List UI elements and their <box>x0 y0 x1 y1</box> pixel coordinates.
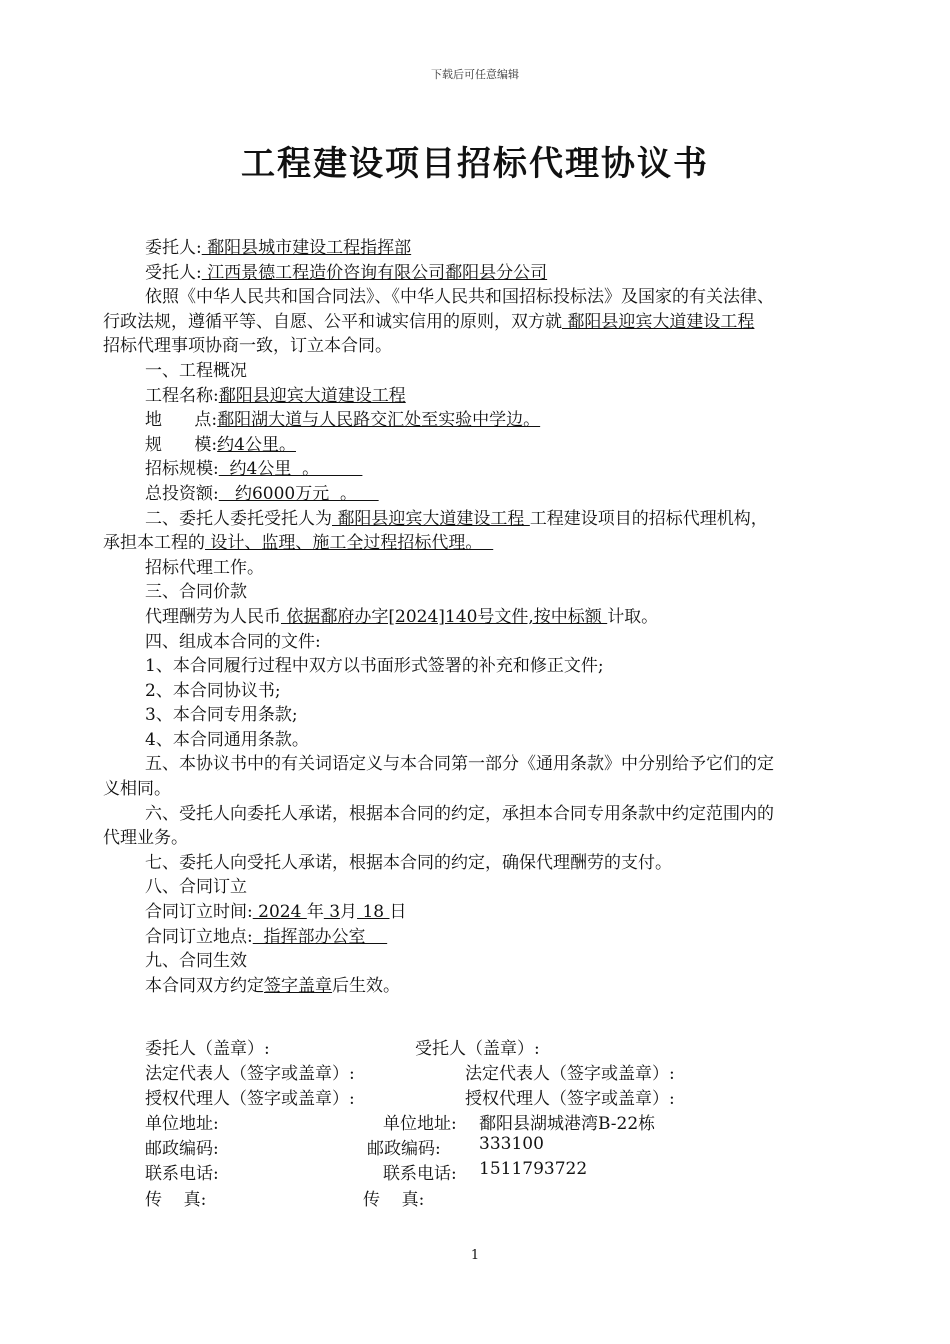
auth-agent-left: 授权代理人（签字或盖章）: <box>145 1089 355 1109</box>
section-2-tail: 工程建设项目的招标代理机构， <box>529 508 768 529</box>
date-day: 18 <box>357 902 390 923</box>
section-6-line-1: 六、受托人向委托人承诺，根据本合同的约定，承担本合同专用条款中约定范围内的 <box>145 803 774 824</box>
section-7: 七、委托人向受托人承诺，根据本合同的约定，确保代理酬劳的支付。 <box>145 852 672 873</box>
section-3-heading: 三、合同价款 <box>145 582 247 603</box>
invest-value: 约6000万元 。 <box>218 483 379 504</box>
bid-scale-label: 招标规模: <box>145 459 219 480</box>
doc-item-1: 1、本合同履行过程中双方以书面形式签署的补充和修正文件; <box>145 656 604 677</box>
section-2-text: 二、委托人委托受托人为 <box>145 508 332 529</box>
agent-line <box>103 261 873 286</box>
place-line <box>103 925 873 950</box>
client-line <box>103 236 873 261</box>
section-8-heading: 八、合同订立 <box>145 877 247 898</box>
section-2-scope-label: 承担本工程的 <box>103 533 205 554</box>
place-value: 指挥部办公室 <box>252 926 388 947</box>
section-4-heading: 四、组成本合同的文件: <box>145 631 321 652</box>
intro-project: 鄱阳县迎宾大道建设工程 <box>562 311 755 332</box>
section-2-line-1 <box>103 507 873 532</box>
section-5-line-2: 义相同。 <box>103 779 171 800</box>
intro-line-1: 依照《中华人民共和国合同法》、《中华人民共和国招标投标法》及国家的有关法律、 <box>145 287 774 308</box>
intro-text: 行政法规，遵循平等、自愿、公平和诚实信用的原则，双方就 <box>103 311 562 332</box>
scale-label: 规 模: <box>145 434 218 455</box>
date-label: 合同订立时间: <box>145 902 253 923</box>
section-2-project: 鄱阳县迎宾大道建设工程 <box>332 508 530 529</box>
section-2-scope: 设计、监理、施工全过程招标代理。 <box>205 533 494 554</box>
postal-right-value: 333100 <box>479 1134 544 1154</box>
agent-seal-label: 受托人（盖章）: <box>415 1039 540 1059</box>
doc-item-4: 4、本合同通用条款。 <box>145 729 309 750</box>
effect-text: 本合同双方约定 <box>145 975 264 996</box>
section-9-heading: 九、合同生效 <box>145 951 247 972</box>
effect-tail: 后生效。 <box>332 975 400 996</box>
fax-left: 传 真: <box>145 1190 207 1210</box>
location-line <box>103 408 873 433</box>
document-title: 工程建设项目招标代理协议书 <box>241 144 709 184</box>
postal-right-label: 邮政编码: <box>367 1139 441 1159</box>
date-year: 2024 <box>252 902 307 923</box>
date-day-unit: 日 <box>389 902 407 923</box>
fee-label: 代理酬劳为人民币 <box>145 606 281 627</box>
bid-scale-line <box>103 457 873 482</box>
project-name-label: 工程名称: <box>145 385 219 406</box>
fee-line <box>103 605 873 630</box>
scale-line <box>103 433 873 458</box>
section-5-line-1: 五、本协议书中的有关词语定义与本合同第一部分《通用条款》中分别给予它们的定 <box>145 754 774 775</box>
legal-rep-right: 法定代表人（签字或盖章）: <box>465 1064 675 1084</box>
document-body <box>103 236 873 998</box>
invest-label: 总投资额: <box>145 483 219 504</box>
fee-value: 依据鄱府办字[2024]140号文件,按中标额 <box>281 606 608 627</box>
phone-left: 联系电话: <box>145 1164 219 1184</box>
agent-label: 受托人: <box>145 262 202 283</box>
date-line <box>103 900 873 925</box>
section-2-line-3: 招标代理工作。 <box>145 557 264 578</box>
address-left: 单位地址: <box>145 1114 219 1134</box>
client-value: 鄱阳县城市建设工程指挥部 <box>201 238 412 258</box>
fax-right: 传 真: <box>363 1190 425 1210</box>
project-name-line <box>103 384 873 409</box>
intro-line-2 <box>103 310 873 335</box>
intro-line-3: 招标代理事项协商一致，订立本合同。 <box>103 336 392 357</box>
phone-right-label: 联系电话: <box>383 1164 457 1184</box>
section-2-line-2 <box>103 531 873 556</box>
invest-line <box>103 482 873 507</box>
location-value: 鄱阳湖大道与人民路交汇处至实验中学边。 <box>217 410 541 431</box>
doc-item-2: 2、本合同协议书; <box>145 680 281 701</box>
place-label: 合同订立地点: <box>145 926 253 947</box>
client-seal-label: 委托人（盖章）: <box>145 1039 270 1059</box>
effect-line <box>103 974 873 999</box>
effect-sign: 签字盖章 <box>264 975 332 996</box>
agent-value: 江西景德工程造价咨询有限公司鄱阳县分公司 <box>201 262 548 283</box>
phone-right-value: 1511793722 <box>479 1159 588 1179</box>
page-number: 1 <box>470 1248 480 1263</box>
project-name-value: 鄱阳县迎宾大道建设工程 <box>218 385 406 406</box>
header-note: 下载后可任意编辑 <box>431 68 519 81</box>
doc-item-3: 3、本合同专用条款; <box>145 705 298 726</box>
postal-left: 邮政编码: <box>145 1139 219 1159</box>
location-label: 地 点: <box>145 410 218 431</box>
fee-tail: 计取。 <box>607 606 659 627</box>
client-label: 委托人: <box>145 238 202 258</box>
auth-agent-right: 授权代理人（签字或盖章）: <box>465 1089 675 1109</box>
date-year-unit: 年 <box>306 902 324 923</box>
section-6-line-2: 代理业务。 <box>103 828 188 849</box>
legal-rep-left: 法定代表人（签字或盖章）: <box>145 1064 355 1084</box>
date-month: 3 <box>323 902 341 923</box>
scale-value: 约4公里。 <box>217 434 296 455</box>
date-month-unit: 月 <box>340 902 358 923</box>
bid-scale-value: 约4公里 。 <box>218 459 363 480</box>
address-right-label: 单位地址: <box>383 1114 457 1134</box>
section-1-heading: 一、工程概况 <box>145 360 247 381</box>
address-right-value: 鄱阳县湖城港湾B-22栋 <box>479 1114 656 1134</box>
